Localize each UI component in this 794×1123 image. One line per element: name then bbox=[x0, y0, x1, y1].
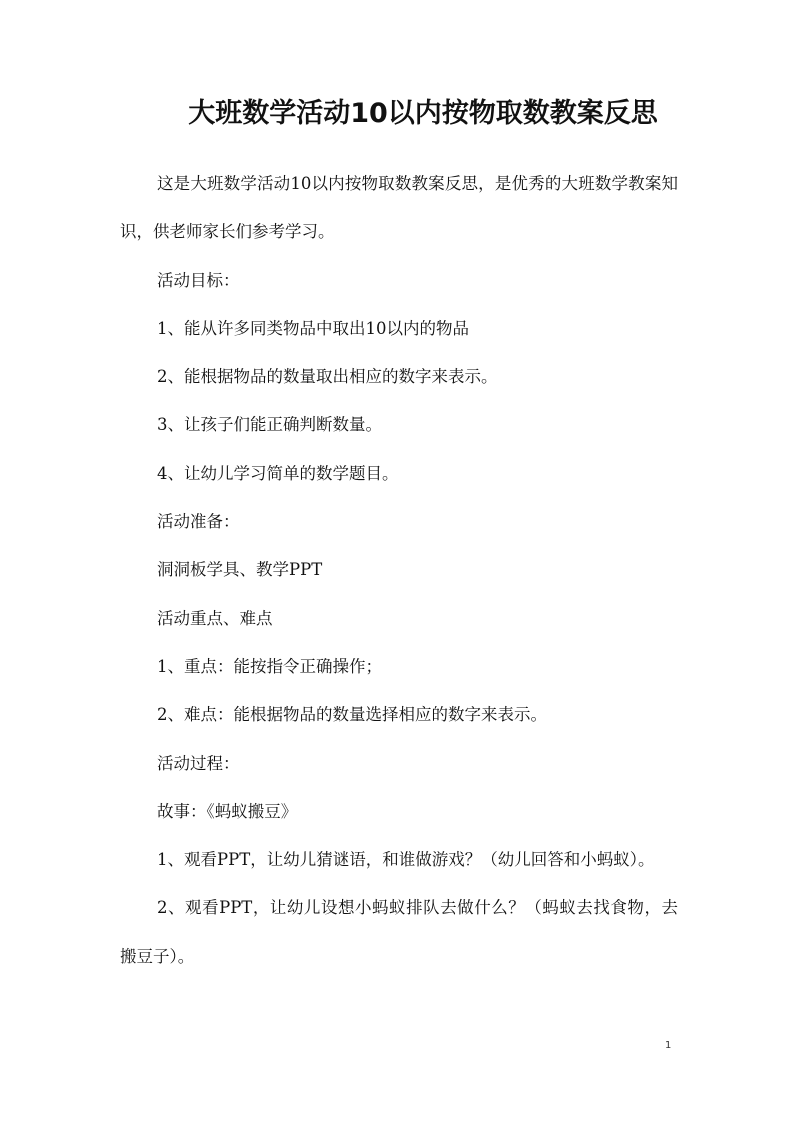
paragraph-step-2: 2、观看PPT，让幼儿设想小蚂蚁排队去做什么？（蚂蚁去找食物，去搬豆子）。 bbox=[120, 898, 678, 966]
paragraph-step-1: 1、观看PPT，让幼儿猜谜语，和谁做游戏？（幼儿回答和小蚂蚁）。 bbox=[157, 850, 655, 870]
paragraph-prep-items: 洞洞板学具、教学PPT bbox=[157, 560, 323, 580]
paragraph-goal-2: 2、能根据物品的数量取出相应的数字来表示。 bbox=[157, 367, 498, 387]
document-title: 大班数学活动10以内按物取数教案反思 bbox=[188, 98, 658, 129]
paragraph-intro: 这是大班数学活动10以内按物取数教案反思，是优秀的大班数学教案知识，供老师家长们参考学习。 bbox=[120, 174, 678, 242]
paragraph-goal-1: 1、能从许多同类物品中取出10以内的物品 bbox=[157, 318, 469, 338]
paragraph-difficult-point: 2、难点：能根据物品的数量选择相应的数字来表示。 bbox=[157, 705, 547, 725]
paragraph-story-title: 故事：《蚂蚁搬豆》 bbox=[157, 801, 298, 821]
document-body bbox=[120, 160, 678, 981]
paragraph-goals-heading: 活动目标： bbox=[157, 270, 240, 290]
paragraph-key-point: 1、重点：能按指令正确操作； bbox=[157, 656, 382, 676]
paragraph-goal-3: 3、让孩子们能正确判断数量。 bbox=[157, 415, 382, 435]
page-number: 1 bbox=[665, 1040, 672, 1051]
paragraph-process-heading: 活动过程： bbox=[157, 753, 240, 773]
paragraph-prep-heading: 活动准备： bbox=[157, 512, 240, 532]
paragraph-key-points-heading: 活动重点、难点 bbox=[157, 608, 273, 628]
paragraph-goal-4: 4、让幼儿学习简单的数学题目。 bbox=[157, 463, 399, 483]
